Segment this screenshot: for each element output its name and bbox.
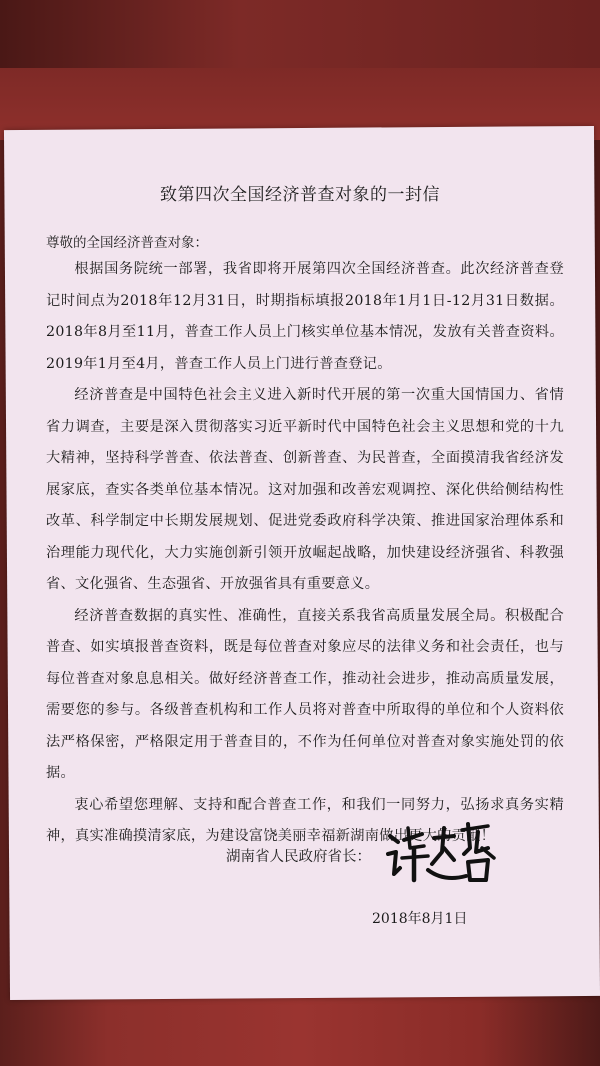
letter-paragraph-2: 经济普查是中国特色社会主义进入新时代开展的第一次重大国情国力、省情省力调查，主要是深入贯彻落实习近平新时代中国特色社会主义思想和党的十九大精神，坚持科学普查、依法普查、创新普查、为民普查，全面摸清我省经济发展家底，查实各类单位基本情况。这对加强和改善宏观调控、深化供给侧结构性改革、科学制定中长期发展规划、促进党委政府科学决策、推进国家治理体系和治理能力现代化，大力实施创新引领开放崛起战略，加快建设经济强省、科教强省、文化强省、生态强省、开放强省具有重要意义。 — [46, 387, 564, 592]
letter-date: 2018年8月1日 — [372, 911, 468, 927]
letter-body — [46, 254, 564, 853]
letter-paragraph-3: 经济普查数据的真实性、准确性，直接关系我省高质量发展全局。积极配合普查、如实填报普查资料，既是每位普查对象应尽的法律义务和社会责任，也与每位普查对象息息相关。做好经济普查工作，推动社会进步，推动高质量发展，需要您的参与。各级普查机构和工作人员将对普查中所取得的单位和个人资料依法严格保密，严格限定用于普查目的，不作为任何单位对普查对象实施处罚的依据。 — [46, 607, 564, 781]
handwritten-signature — [384, 818, 499, 898]
background-band — [0, 0, 600, 68]
signer-label: 湖南省人民政府省长： — [226, 849, 371, 865]
letter-title: 致第四次全国经济普查对象的一封信 — [160, 185, 440, 205]
letter-salutation: 尊敬的全国经济普查对象： — [46, 235, 208, 251]
letter-paragraph-4: 衷心希望您理解、支持和配合普查工作，和我们一同努力，弘扬求真务实精神，真实准确摸清家底，为建设富饶美丽幸福新湖南做出更大的贡献！ — [46, 796, 564, 844]
letter-paragraph-1: 根据国务院统一部署，我省即将开展第四次全国经济普查。此次经济普查登记时间点为2018年12月31日，时期指标填报2018年1月1日-12月31日数据。2018年8月至11月，普查工作人员上门核实单位基本情况，发放有关普查资料。2019年1月至4月，普查工作人员上门进行普查登记。 — [46, 261, 564, 372]
